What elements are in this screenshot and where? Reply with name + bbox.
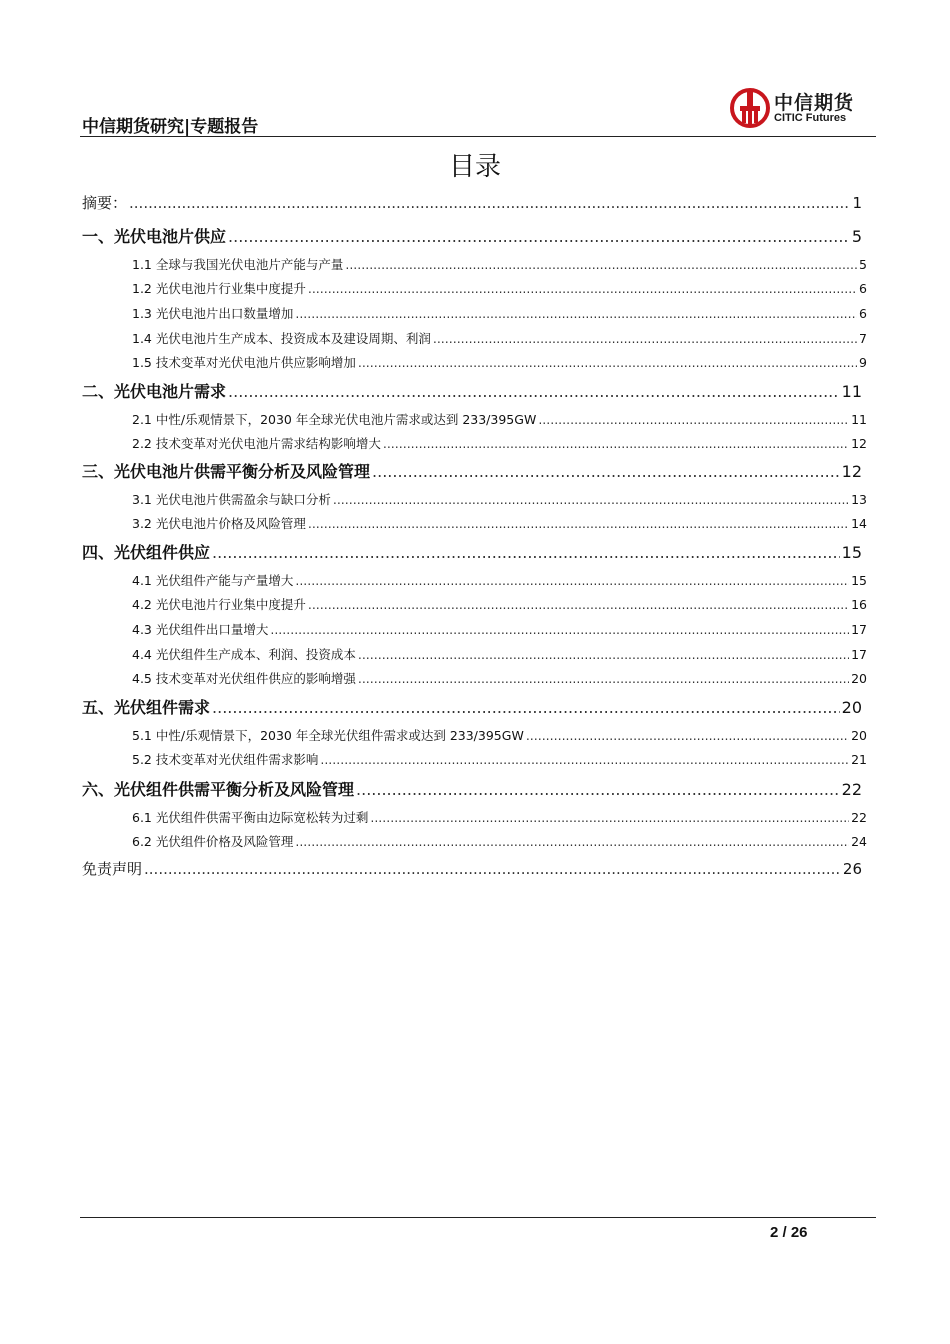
citic-logo-icon — [730, 88, 770, 128]
toc-leader-dots — [308, 597, 849, 612]
toc-subsection-entry[interactable] — [132, 669, 867, 687]
toc-entry-page: 21 — [851, 752, 867, 767]
toc-entry-label: 2.2 技术变革对光伏电池片需求结构影响增大 — [132, 436, 381, 451]
report-series-title: 中信期货研究|专题报告 — [82, 117, 259, 137]
toc-leader-dots — [345, 257, 857, 272]
page-indicator: 2 / 26 — [770, 1224, 808, 1241]
logo-english-name: CITIC Futures — [774, 112, 847, 124]
toc-entry-label: 1.2 光伏电池片行业集中度提升 — [132, 281, 306, 296]
toc-entry-page: 17 — [851, 622, 867, 637]
toc-entry-label: 1.1 全球与我国光伏电池片产能与产量 — [132, 257, 344, 272]
toc-entry-page: 1 — [852, 194, 862, 212]
toc-section-entry[interactable] — [82, 540, 862, 563]
toc-leader-dots — [144, 860, 841, 878]
toc-entry-page: 5 — [859, 257, 867, 272]
toc-leader-dots — [356, 780, 840, 799]
toc-entry-page: 13 — [851, 492, 867, 507]
toc-subsection-entry[interactable] — [132, 304, 867, 322]
toc-entry-label: 1.3 光伏电池片出口数量增加 — [132, 306, 294, 321]
toc-entry-page: 11 — [851, 412, 867, 427]
toc-leader-dots — [295, 573, 849, 588]
toc-entry-page: 11 — [841, 382, 862, 401]
toc-entry-page: 5 — [851, 227, 862, 246]
citic-futures-logo — [730, 86, 870, 130]
toc-entry-page: 6 — [859, 306, 867, 321]
toc-entry-label: 3.1 光伏电池片供需盈余与缺口分析 — [132, 492, 331, 507]
toc-entry-page: 15 — [851, 573, 867, 588]
header-divider — [80, 136, 876, 137]
toc-title: 目录 — [448, 152, 501, 182]
toc-section-entry[interactable] — [82, 459, 862, 482]
toc-entry-label: 4.5 技术变革对光伏组件供应的影响增强 — [132, 671, 356, 686]
toc-subsection-entry[interactable] — [132, 808, 867, 826]
toc-subsection-entry[interactable] — [132, 434, 867, 452]
toc-leader-dots — [358, 647, 849, 662]
toc-entry-label: 4.3 光伏组件出口量增大 — [132, 622, 269, 637]
toc-leader-dots — [212, 543, 840, 562]
toc-entry-page: 20 — [851, 671, 867, 686]
toc-entry-page: 22 — [851, 810, 867, 825]
toc-subsection-entry[interactable] — [132, 353, 867, 371]
toc-entry-label: 1.5 技术变革对光伏电池片供应影响增加 — [132, 355, 356, 370]
toc-leader-dots — [333, 492, 849, 507]
toc-leader-dots — [433, 331, 857, 346]
toc-entry-label: 摘要： — [82, 194, 128, 212]
toc-subsection-entry[interactable] — [132, 571, 867, 589]
toc-entry-label: 5.2 技术变革对光伏组件需求影响 — [132, 752, 319, 767]
toc-entry-label: 4.4 光伏组件生产成本、利润、投资成本 — [132, 647, 356, 662]
toc-entry[interactable] — [82, 858, 862, 879]
toc-leader-dots — [358, 671, 849, 686]
toc-entry-label: 4.1 光伏组件产能与产量增大 — [132, 573, 294, 588]
toc-entry-label: 5.1 中性/乐观情景下，2030 年全球光伏组件需求或达到 233/395GW — [132, 728, 524, 743]
toc-subsection-entry[interactable] — [132, 514, 867, 532]
toc-subsection-entry[interactable] — [132, 832, 867, 850]
toc-leader-dots — [370, 810, 849, 825]
toc-entry-page: 17 — [851, 647, 867, 662]
toc-leader-dots — [358, 355, 857, 370]
footer-divider — [80, 1217, 876, 1218]
toc-subsection-entry[interactable] — [132, 255, 867, 273]
toc-entry-label: 2.1 中性/乐观情景下，2030 年全球光伏电池片需求或达到 233/395GW — [132, 412, 537, 427]
toc-entry-page: 24 — [851, 834, 867, 849]
toc-subsection-entry[interactable] — [132, 490, 867, 508]
toc-section-entry[interactable] — [82, 777, 862, 800]
toc-entry-page: 15 — [841, 543, 862, 562]
toc-entry[interactable] — [82, 192, 862, 213]
toc-entry-label: 免责声明 — [82, 860, 143, 878]
toc-entry-page: 14 — [851, 516, 867, 531]
toc-entry-label: 6.1 光伏组件供需平衡由边际宽松转为过剩 — [132, 810, 369, 825]
toc-leader-dots — [228, 382, 840, 401]
toc-entry-label: 四、光伏组件供应 — [82, 543, 211, 562]
toc-subsection-entry[interactable] — [132, 595, 867, 613]
toc-entry-label: 4.2 光伏电池片行业集中度提升 — [132, 597, 306, 612]
toc-subsection-entry[interactable] — [132, 329, 867, 347]
toc-leader-dots — [295, 834, 849, 849]
toc-subsection-entry[interactable] — [132, 279, 867, 297]
toc-entry-page: 20 — [851, 728, 867, 743]
toc-entry-page: 9 — [859, 355, 867, 370]
toc-subsection-entry[interactable] — [132, 750, 867, 768]
toc-leader-dots — [129, 194, 850, 212]
toc-entry-page: 6 — [859, 281, 867, 296]
toc-leader-dots — [295, 306, 857, 321]
toc-entry-label: 1.4 光伏电池片生产成本、投资成本及建设周期、利润 — [132, 331, 431, 346]
toc-leader-dots — [372, 462, 840, 481]
logo-chinese-name: 中信期货 — [774, 92, 855, 114]
toc-entry-label: 6.2 光伏组件价格及风险管理 — [132, 834, 294, 849]
toc-entry-page: 12 — [851, 436, 867, 451]
toc-entry-page: 7 — [859, 331, 867, 346]
toc-subsection-entry[interactable] — [132, 726, 867, 744]
toc-leader-dots — [308, 516, 849, 531]
toc-leader-dots — [383, 436, 849, 451]
toc-leader-dots — [270, 622, 849, 637]
toc-entry-label: 五、光伏组件需求 — [82, 698, 211, 717]
toc-section-entry[interactable] — [82, 379, 862, 402]
toc-entry-label: 二、光伏电池片需求 — [82, 382, 227, 401]
toc-leader-dots — [538, 412, 849, 427]
toc-subsection-entry[interactable] — [132, 410, 867, 428]
toc-leader-dots — [308, 281, 857, 296]
toc-entry-page: 16 — [851, 597, 867, 612]
toc-entry-label: 六、光伏组件供需平衡分析及风险管理 — [82, 780, 355, 799]
toc-entry-label: 3.2 光伏电池片价格及风险管理 — [132, 516, 306, 531]
toc-entry-page: 22 — [841, 780, 862, 799]
toc-leader-dots — [526, 728, 849, 743]
toc-entry-page: 26 — [842, 860, 862, 878]
toc-leader-dots — [228, 227, 850, 246]
toc-section-entry[interactable] — [82, 224, 862, 247]
toc-entry-label: 三、光伏电池片供需平衡分析及风险管理 — [82, 462, 371, 481]
toc-entry-page: 12 — [841, 462, 862, 481]
toc-entry-label: 一、光伏电池片供应 — [82, 227, 227, 246]
toc-leader-dots — [212, 698, 840, 717]
toc-subsection-entry[interactable] — [132, 620, 867, 638]
toc-entry-page: 20 — [841, 698, 862, 717]
toc-section-entry[interactable] — [82, 695, 862, 718]
toc-subsection-entry[interactable] — [132, 645, 867, 663]
toc-leader-dots — [320, 752, 849, 767]
